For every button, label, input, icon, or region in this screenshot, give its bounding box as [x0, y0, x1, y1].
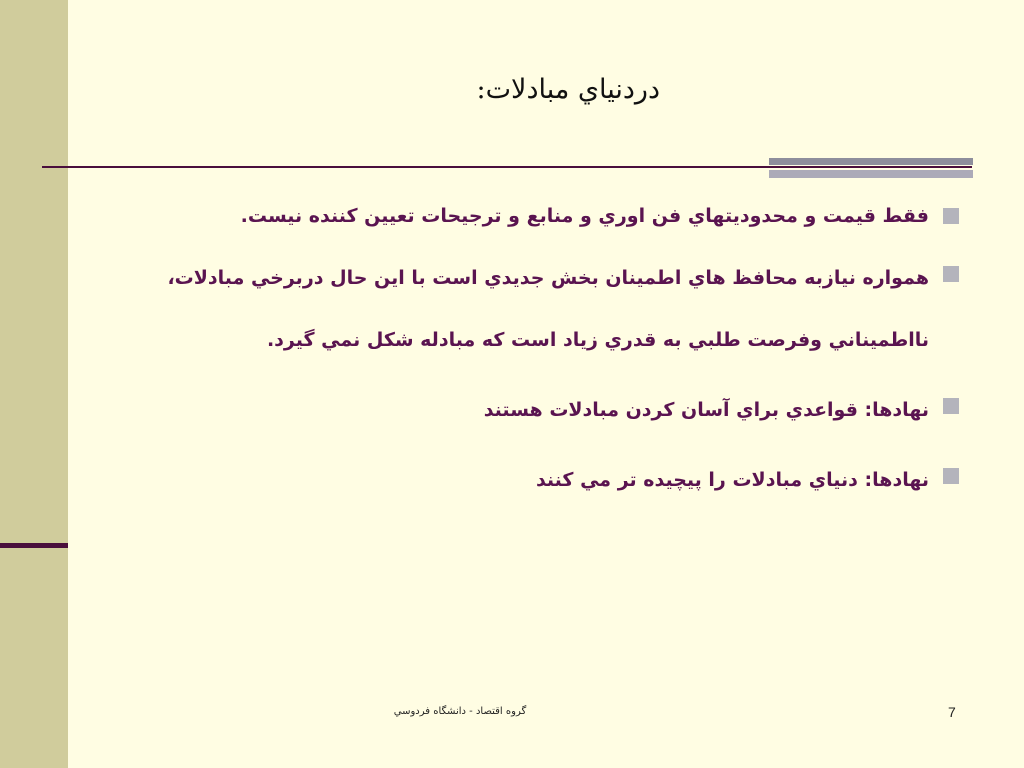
page-number: 7	[948, 704, 956, 720]
slide-title: دردنياي مبادلات:	[476, 74, 660, 105]
bullet-list	[120, 193, 963, 519]
bullet-text: فقط قيمت و محدوديتهاي فن اوري و منابع و ترجيحات تعيين كننده نيست.	[240, 205, 929, 227]
bullet-item	[120, 379, 963, 441]
square-bullet-icon	[943, 398, 959, 414]
title-accent-bar-dark	[769, 158, 973, 165]
square-bullet-icon	[943, 266, 959, 282]
left-accent-rule	[0, 543, 68, 548]
bullet-item	[120, 449, 963, 511]
bullet-item	[120, 193, 963, 239]
square-bullet-icon	[943, 208, 959, 224]
bullet-text: نهادها: دنياي مبادلات را پيچيده تر مي كنند	[535, 469, 929, 491]
title-divider	[42, 166, 972, 168]
bullet-text: نهادها: قواعدي براي آسان كردن مبادلات هستند	[483, 399, 929, 421]
left-decorative-band	[0, 0, 68, 768]
title-accent-bar-light	[769, 170, 973, 178]
bullet-text: همواره نيازبه محافظ هاي اطمينان بخش جديدي است با اين حال دربرخي مبادلات، نااطميناني وفرصت طلبي به قدري زياد است كه مبادله شكل نمي گيرد.	[167, 267, 929, 351]
bullet-item	[120, 247, 963, 371]
square-bullet-icon	[943, 468, 959, 484]
slide-footer: گروه اقتصاد - دانشگاه فردوسي	[393, 706, 527, 717]
